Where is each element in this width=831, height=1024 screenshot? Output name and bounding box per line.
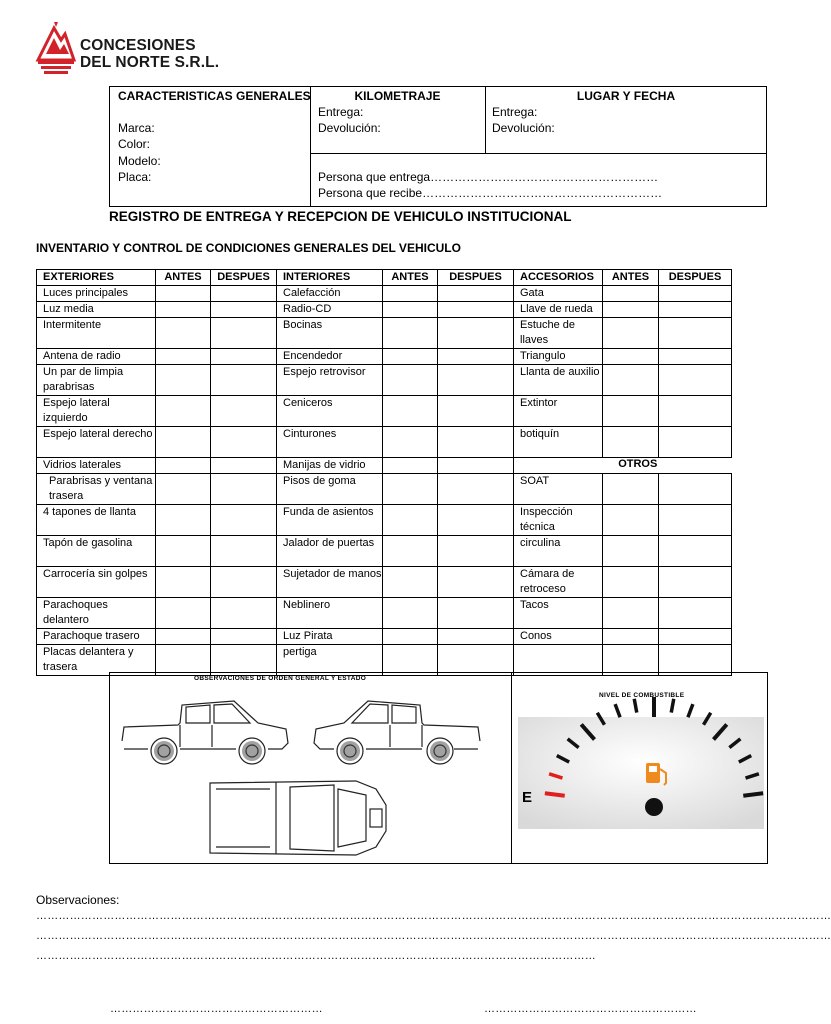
- table-row: [37, 645, 732, 676]
- antes-check-cell[interactable]: [603, 645, 659, 676]
- interior-item-label: Espejo retrovisor: [277, 365, 383, 396]
- antes-check-cell[interactable]: [156, 598, 211, 629]
- antes-check-cell[interactable]: [156, 427, 211, 458]
- company-name-line1: CONCESIONES: [80, 37, 196, 54]
- antes-check-cell[interactable]: [603, 505, 659, 536]
- despues-check-cell[interactable]: [659, 536, 732, 567]
- table-row: [37, 629, 732, 645]
- despues-check-cell[interactable]: [659, 505, 732, 536]
- antes-check-cell[interactable]: [603, 567, 659, 598]
- observaciones-line-1[interactable]: ……………………………………………………………………………………………………………………………………………………………………………………………: [36, 910, 831, 922]
- interior-item-label: Bocinas: [277, 318, 383, 349]
- antes-check-cell[interactable]: [383, 318, 438, 349]
- km-entrega-label: Entrega:: [318, 105, 364, 119]
- despues-check-cell[interactable]: [211, 286, 277, 302]
- despues-check-cell[interactable]: [659, 645, 732, 676]
- antes-check-cell[interactable]: [156, 318, 211, 349]
- antes-check-cell[interactable]: [603, 302, 659, 318]
- despues-check-cell[interactable]: [438, 349, 514, 365]
- interior-item-label: Radio-CD: [277, 302, 383, 318]
- interior-item-label: pertiga: [277, 645, 383, 676]
- accesorio-item-label: Extintor: [514, 396, 603, 427]
- antes-check-cell[interactable]: [383, 427, 438, 458]
- table-row: [37, 567, 732, 598]
- gauge-tick: [615, 704, 620, 717]
- document-title: REGISTRO DE ENTREGA Y RECEPCION DE VEHICULO INSTITUCIONAL: [109, 209, 572, 224]
- exterior-item-label: Parachoque trasero: [37, 629, 156, 645]
- antes-check-cell[interactable]: [603, 536, 659, 567]
- despues-check-cell[interactable]: [438, 302, 514, 318]
- marca-label: Marca:: [118, 121, 155, 135]
- antes-check-cell[interactable]: [383, 474, 438, 505]
- gauge-tick: [688, 704, 693, 717]
- interior-item-label: Luz Pirata: [277, 629, 383, 645]
- despues-check-cell[interactable]: [438, 598, 514, 629]
- fuel-empty-mark: E: [522, 789, 533, 806]
- table-header-cell: DESPUES: [211, 270, 277, 286]
- observaciones-line-3[interactable]: ……………………………………………………………………………………………………………………………………: [36, 950, 596, 962]
- despues-check-cell[interactable]: [438, 286, 514, 302]
- despues-check-cell[interactable]: [659, 318, 732, 349]
- antes-check-cell[interactable]: [383, 629, 438, 645]
- accesorio-item-label: Llave de rueda: [514, 302, 603, 318]
- accesorio-item-label: Conos: [514, 629, 603, 645]
- observaciones-line-2[interactable]: ……………………………………………………………………………………………………………………………………………………………………………………………: [36, 930, 831, 942]
- interior-item-label: Calefacción: [277, 286, 383, 302]
- company-name-line2: DEL NORTE S.R.L.: [80, 54, 220, 71]
- accesorio-item-label: Gata: [514, 286, 603, 302]
- despues-check-cell[interactable]: [438, 645, 514, 676]
- antes-check-cell[interactable]: [156, 396, 211, 427]
- table-row: [37, 427, 732, 458]
- caracteristicas-title: CARACTERISTICAS GENERALES: [118, 89, 311, 103]
- antes-check-cell[interactable]: [603, 474, 659, 505]
- interior-item-label: Encendedor: [277, 349, 383, 365]
- table-header-cell: ANTES: [156, 270, 211, 286]
- antes-check-cell[interactable]: [383, 536, 438, 567]
- inventory-table: [36, 269, 732, 676]
- truck-top-view-icon: [206, 775, 390, 861]
- antes-check-cell[interactable]: [156, 286, 211, 302]
- despues-check-cell[interactable]: [438, 396, 514, 427]
- interior-item-label: Cinturones: [277, 427, 383, 458]
- antes-check-cell[interactable]: [383, 286, 438, 302]
- document-subtitle: INVENTARIO Y CONTROL DE CONDICIONES GENERALES DEL VEHICULO: [36, 241, 461, 255]
- accesorio-item-label: Inspección técnica: [514, 505, 603, 536]
- despues-check-cell[interactable]: [211, 536, 277, 567]
- antes-check-cell[interactable]: [156, 302, 211, 318]
- accesorio-item-label: [514, 645, 603, 676]
- interior-item-label: Pisos de goma: [277, 474, 383, 505]
- table-row: [37, 598, 732, 629]
- observaciones-label: Observaciones:: [36, 893, 120, 907]
- signature-line-right[interactable]: …………………………………………………: [484, 1003, 697, 1015]
- despues-check-cell[interactable]: [211, 567, 277, 598]
- fuel-gauge-box: [511, 672, 768, 864]
- table-header-row: [37, 270, 732, 286]
- despues-check-cell[interactable]: [659, 474, 732, 505]
- exterior-item-label: Luz media: [37, 302, 156, 318]
- accesorio-item-label: Triangulo: [514, 349, 603, 365]
- fuel-level-label: NIVEL DE COMBUSTIBLE: [599, 692, 685, 699]
- antes-check-cell[interactable]: [156, 349, 211, 365]
- antes-check-cell[interactable]: [156, 629, 211, 645]
- table-header-cell: EXTERIORES: [37, 270, 156, 286]
- antes-check-cell[interactable]: [603, 396, 659, 427]
- lf-devolucion-label: Devolución:: [492, 121, 555, 135]
- accesorio-item-label: botiquín: [514, 427, 603, 458]
- despues-check-cell[interactable]: [211, 458, 277, 474]
- despues-check-cell[interactable]: [659, 629, 732, 645]
- table-header-cell: ANTES: [603, 270, 659, 286]
- company-logo: [34, 20, 78, 78]
- despues-check-cell[interactable]: [659, 396, 732, 427]
- interior-item-label: Jalador de puertas: [277, 536, 383, 567]
- modelo-label: Modelo:: [118, 154, 161, 168]
- despues-check-cell[interactable]: [211, 645, 277, 676]
- exterior-item-label: Intermitente: [37, 318, 156, 349]
- accesorio-item-label: Cámara de retroceso: [514, 567, 603, 598]
- exterior-item-label: 4 tapones de llanta: [37, 505, 156, 536]
- antes-check-cell[interactable]: [383, 396, 438, 427]
- despues-check-cell[interactable]: [211, 629, 277, 645]
- exterior-item-label: Parachoques delantero: [37, 598, 156, 629]
- despues-check-cell[interactable]: [659, 286, 732, 302]
- despues-check-cell[interactable]: [438, 536, 514, 567]
- antes-check-cell[interactable]: [603, 629, 659, 645]
- despues-check-cell[interactable]: [211, 396, 277, 427]
- antes-check-cell[interactable]: [383, 598, 438, 629]
- antes-check-cell[interactable]: [383, 302, 438, 318]
- table-row: [37, 505, 732, 536]
- table-row: [37, 474, 732, 505]
- despues-check-cell[interactable]: [211, 505, 277, 536]
- fuel-gauge-icon: [512, 673, 767, 863]
- interior-item-label: Ceniceros: [277, 396, 383, 427]
- exterior-item-label: Tapón de gasolina: [37, 536, 156, 567]
- color-label: Color:: [118, 137, 151, 151]
- despues-check-cell[interactable]: [438, 505, 514, 536]
- kilometraje-title: KILOMETRAJE: [354, 89, 441, 103]
- accesorio-item-label: SOAT: [514, 474, 603, 505]
- interior-item-label: Sujetador de manos: [277, 567, 383, 598]
- antes-check-cell[interactable]: [156, 536, 211, 567]
- antes-check-cell[interactable]: [156, 645, 211, 676]
- despues-check-cell[interactable]: [438, 629, 514, 645]
- company-name: [80, 37, 219, 71]
- table-header-cell: ACCESORIOS: [514, 270, 603, 286]
- exterior-item-label: Carrocería sin golpes: [37, 567, 156, 598]
- table-row: [37, 302, 732, 318]
- despues-check-cell[interactable]: [211, 302, 277, 318]
- despues-check-cell[interactable]: [659, 598, 732, 629]
- antes-check-cell[interactable]: [383, 458, 438, 474]
- despues-check-cell[interactable]: [438, 474, 514, 505]
- gauge-tick: [545, 793, 565, 796]
- antes-check-cell[interactable]: [603, 286, 659, 302]
- despues-check-cell[interactable]: [211, 427, 277, 458]
- despues-check-cell[interactable]: [438, 365, 514, 396]
- accesorio-item-label: Estuche de llaves: [514, 318, 603, 349]
- despues-check-cell[interactable]: [211, 474, 277, 505]
- truck-side-right-icon: [304, 693, 484, 771]
- table-header-cell: INTERIORES: [277, 270, 383, 286]
- truck-side-left-icon: [118, 693, 293, 771]
- antes-check-cell[interactable]: [156, 567, 211, 598]
- km-devolucion-label: Devolución:: [318, 121, 381, 135]
- despues-check-cell[interactable]: [211, 349, 277, 365]
- accesorio-item-label: Tacos: [514, 598, 603, 629]
- gauge-tick: [743, 793, 763, 796]
- antes-check-cell[interactable]: [603, 598, 659, 629]
- antes-check-cell[interactable]: [383, 567, 438, 598]
- despues-check-cell[interactable]: [438, 567, 514, 598]
- table-row: [37, 286, 732, 302]
- exterior-item-label: Un par de limpia parabrisas: [37, 365, 156, 396]
- table-row: [37, 396, 732, 427]
- table-row: [37, 318, 732, 349]
- despues-check-cell[interactable]: [438, 427, 514, 458]
- exterior-item-label: Espejo lateral izquierdo: [37, 396, 156, 427]
- table-row: [37, 349, 732, 365]
- antes-check-cell[interactable]: [603, 365, 659, 396]
- gauge-tick: [671, 699, 674, 713]
- interior-item-label: Funda de asientos: [277, 505, 383, 536]
- despues-check-cell[interactable]: [211, 318, 277, 349]
- vehicle-diagram-box: [109, 672, 512, 864]
- table-row: [37, 458, 732, 474]
- antes-check-cell[interactable]: [383, 365, 438, 396]
- antes-check-cell[interactable]: [603, 427, 659, 458]
- interior-item-label: Manijas de vidrio: [277, 458, 383, 474]
- table-header-cell: DESPUES: [438, 270, 514, 286]
- exterior-item-label: Espejo lateral derecho: [37, 427, 156, 458]
- table-row: [37, 536, 732, 567]
- table-header-cell: DESPUES: [659, 270, 732, 286]
- despues-check-cell[interactable]: [211, 598, 277, 629]
- persona-recibe-field: Persona que recibe……………………………………………………: [318, 186, 663, 200]
- despues-check-cell[interactable]: [659, 349, 732, 365]
- exterior-item-label: Antena de radio: [37, 349, 156, 365]
- antes-check-cell[interactable]: [156, 458, 211, 474]
- despues-check-cell[interactable]: [659, 567, 732, 598]
- otros-label: OTROS: [514, 458, 732, 474]
- table-row: [37, 365, 732, 396]
- table-header-cell: ANTES: [383, 270, 438, 286]
- orden-general-label: OBSERVACIONES DE ORDEN GENERAL Y ESTADO: [194, 675, 367, 682]
- despues-check-cell[interactable]: [659, 427, 732, 458]
- accesorio-item-label: circulina: [514, 536, 603, 567]
- exterior-item-label: Parabrisas y ventana trasera: [37, 474, 156, 505]
- exterior-item-label: Placas delantera y trasera: [37, 645, 156, 676]
- signature-line-left[interactable]: …………………………………………………: [110, 1003, 323, 1015]
- gauge-tick: [634, 699, 637, 713]
- accesorio-item-label: Llanta de auxilio: [514, 365, 603, 396]
- despues-check-cell[interactable]: [438, 458, 514, 474]
- lugar-fecha-title: LUGAR Y FECHA: [576, 89, 676, 103]
- antes-check-cell[interactable]: [383, 349, 438, 365]
- placa-label: Placa:: [118, 170, 152, 184]
- despues-check-cell[interactable]: [438, 318, 514, 349]
- interior-item-label: Neblinero: [277, 598, 383, 629]
- despues-check-cell[interactable]: [659, 302, 732, 318]
- exterior-item-label: Luces principales: [37, 286, 156, 302]
- despues-check-cell[interactable]: [211, 365, 277, 396]
- antes-check-cell[interactable]: [603, 349, 659, 365]
- logo-emblem-icon: [34, 20, 78, 78]
- despues-check-cell[interactable]: [659, 365, 732, 396]
- antes-check-cell[interactable]: [383, 645, 438, 676]
- antes-check-cell[interactable]: [156, 365, 211, 396]
- persona-entrega-field: Persona que entrega…………………………………………………: [318, 170, 659, 184]
- antes-check-cell[interactable]: [156, 505, 211, 536]
- vehicle-header-box: [109, 86, 767, 207]
- antes-check-cell[interactable]: [603, 318, 659, 349]
- lf-entrega-label: Entrega:: [492, 105, 538, 119]
- antes-check-cell[interactable]: [383, 505, 438, 536]
- exterior-item-label: Vidrios laterales: [37, 458, 156, 474]
- antes-check-cell[interactable]: [156, 474, 211, 505]
